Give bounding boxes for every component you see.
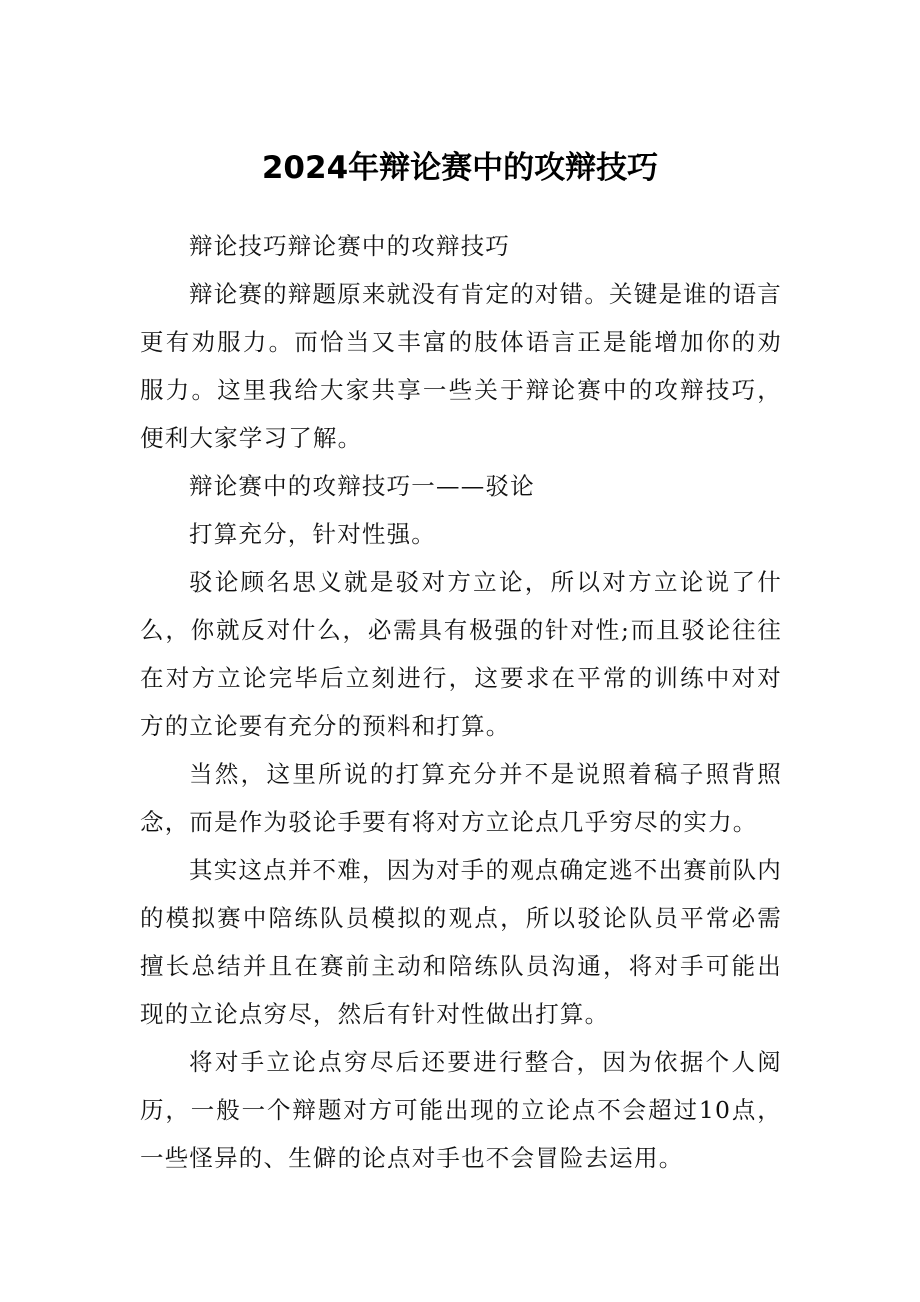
paragraph: 辩论技巧辩论赛中的攻辩技巧 xyxy=(189,232,511,260)
paragraph: 将对手立论点穷尽后还要进行整合，因为依据个人阅历，一般一个辩题对方可能出现的立论点不会超过10点，一些怪异的、生僻的论点对手也不会冒险去运用。 xyxy=(140,1048,782,1172)
paragraph: 辩论赛中的攻辩技巧一——驳论 xyxy=(189,472,535,500)
document-title: 2024年辩论赛中的攻辩技巧 xyxy=(261,150,659,186)
paragraph: 辩论赛的辩题原来就没有肯定的对错。关键是谁的语言更有劝服力。而恰当又丰富的肢体语言正是能增加你的劝服力。这里我给大家共享一些关于辩论赛中的攻辩技巧，便利大家学习了解。 xyxy=(140,280,782,452)
paragraph: 驳论顾名思义就是驳对方立论，所以对方立论说了什么，你就反对什么，必需具有极强的针对性;而且驳论往往在对方立论完毕后立刻进行，这要求在平常的训练中对对方的立论要有充分的预料和打算。 xyxy=(140,568,782,740)
paragraph: 打算充分，针对性强。 xyxy=(189,520,436,548)
document-body xyxy=(140,222,782,1182)
paragraph: 其实这点并不难，因为对手的观点确定逃不出赛前队内的模拟赛中陪练队员模拟的观点，所以驳论队员平常必需擅长总结并且在赛前主动和陪练队员沟通，将对手可能出现的立论点穷尽，然后有针对性做出打算。 xyxy=(140,856,782,1028)
paragraph: 当然，这里所说的打算充分并不是说照着稿子照背照念，而是作为驳论手要有将对方立论点几乎穷尽的实力。 xyxy=(140,760,782,836)
